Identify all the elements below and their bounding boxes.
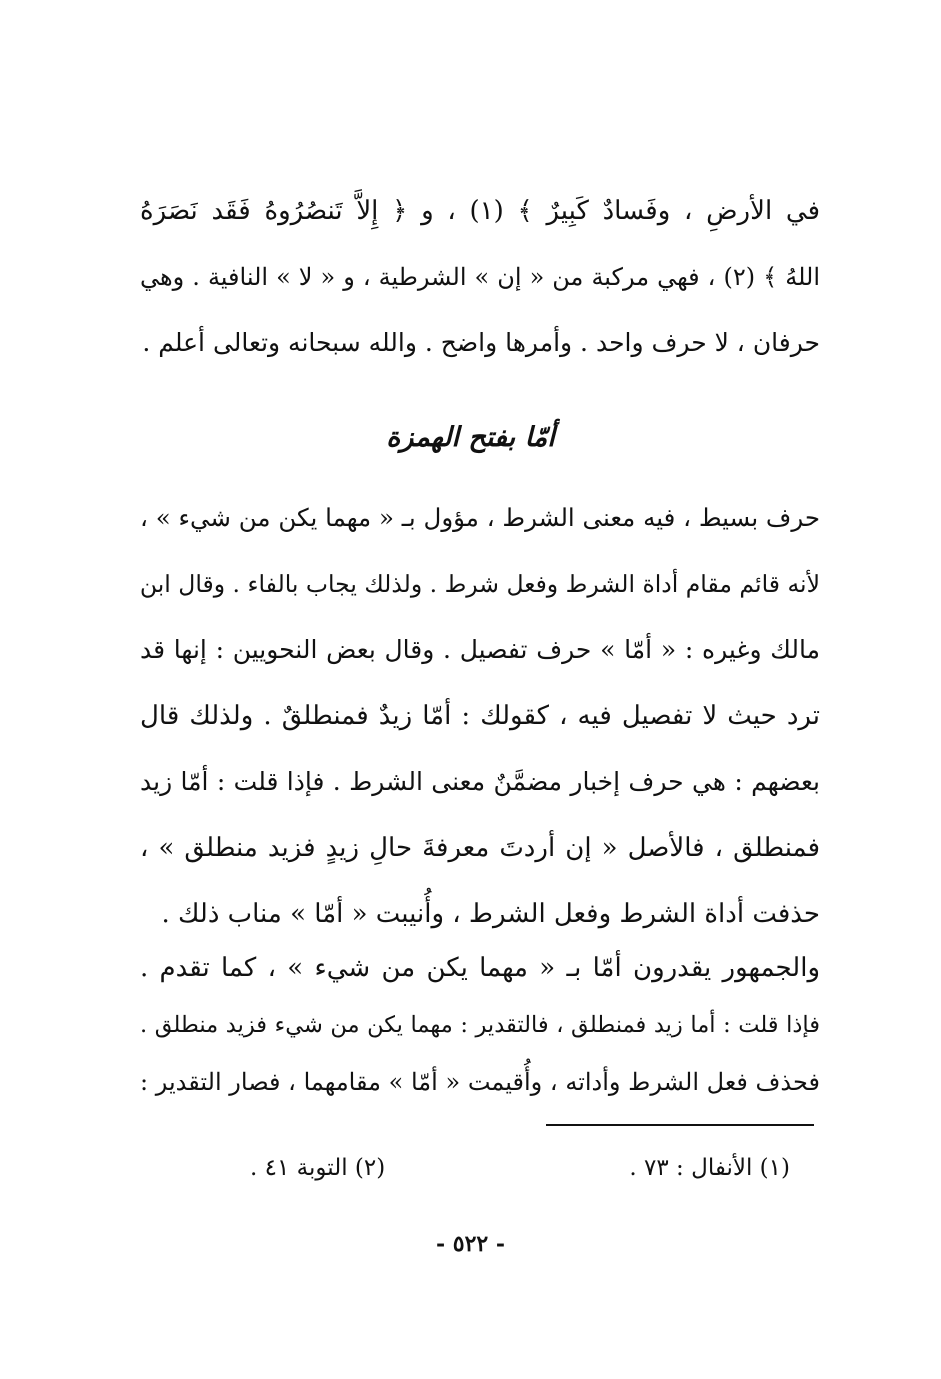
paragraph-1: [140, 178, 820, 376]
text-line: في الأرضِ ، وفَسادٌ كَبِيرٌ ﴾ (١) ، و ﴿ إِلاَّ تَنصُرُوهُ فَقَد نَصَرَهُ: [140, 196, 820, 226]
text-line: ترد حيث لا تفصيل فيه ، كقولك : أمّا زيدٌ فمنطلقٌ . ولذلك قال: [140, 701, 820, 731]
page-number: - ٥٢٢ -: [435, 1231, 506, 1257]
footnote-divider: [546, 1124, 814, 1126]
footnote-2: (٢) التوبة ٤١ .: [250, 1155, 386, 1181]
paragraph-3: [140, 940, 820, 1111]
text-line: حرف بسيط ، فيه معنى الشرط ، مؤول بـ « مهما يكن من شيء » ،: [140, 503, 820, 532]
text-line: فمنطلق ، فالأصل « إن أردتَ معرفةَ حالِ زيدٍ فزيد منطلق » ،: [140, 833, 820, 863]
section-heading: أمّا بفتح الهمزة: [386, 422, 555, 453]
text-line: فإذا قلت : أما زيد فمنطلق ، فالتقدير : مهما يكن من شيء فزيد منطلق .: [140, 1012, 820, 1038]
paragraph-2: [140, 485, 820, 947]
text-line: لأنه قائم مقام أداة الشرط وفعل شرط . ولذلك يجاب بالفاء . وقال ابن: [139, 570, 820, 598]
footnotes: [250, 1148, 790, 1188]
text-line: حرفان ، لا حرف واحد . وأمرها واضح . والله سبحانه وتعالى أعلم .: [142, 328, 820, 357]
footnote-1: (١) الأنفال : ٧٣ .: [629, 1155, 790, 1181]
text-line: مالك وغيره : « أمّا » حرف تفصيل . وقال بعض النحويين : إنها قد: [140, 635, 820, 664]
text-line: فحذف فعل الشرط وأداته ، وأُقيمت « أمّا » مقامهما ، فصار التقدير :: [140, 1068, 820, 1096]
text-line: والجمهور يقدرون أمّا بـ « مهما يكن من شيء » ، كما تقدم .: [140, 953, 820, 983]
text-line: حذفت أداة الشرط وفعل الشرط ، وأُنيبت « أمّا » مناب ذلك .: [161, 899, 820, 929]
text-line: اللهُ ﴾ (٢) ، فهي مركبة من « إن » الشرطية ، و « لا » النافية . وهي: [140, 263, 821, 291]
text-line: بعضهم : هي حرف إخبار مضمَّنٌ معنى الشرط . فإذا قلت : أمّا زيد: [140, 767, 820, 796]
